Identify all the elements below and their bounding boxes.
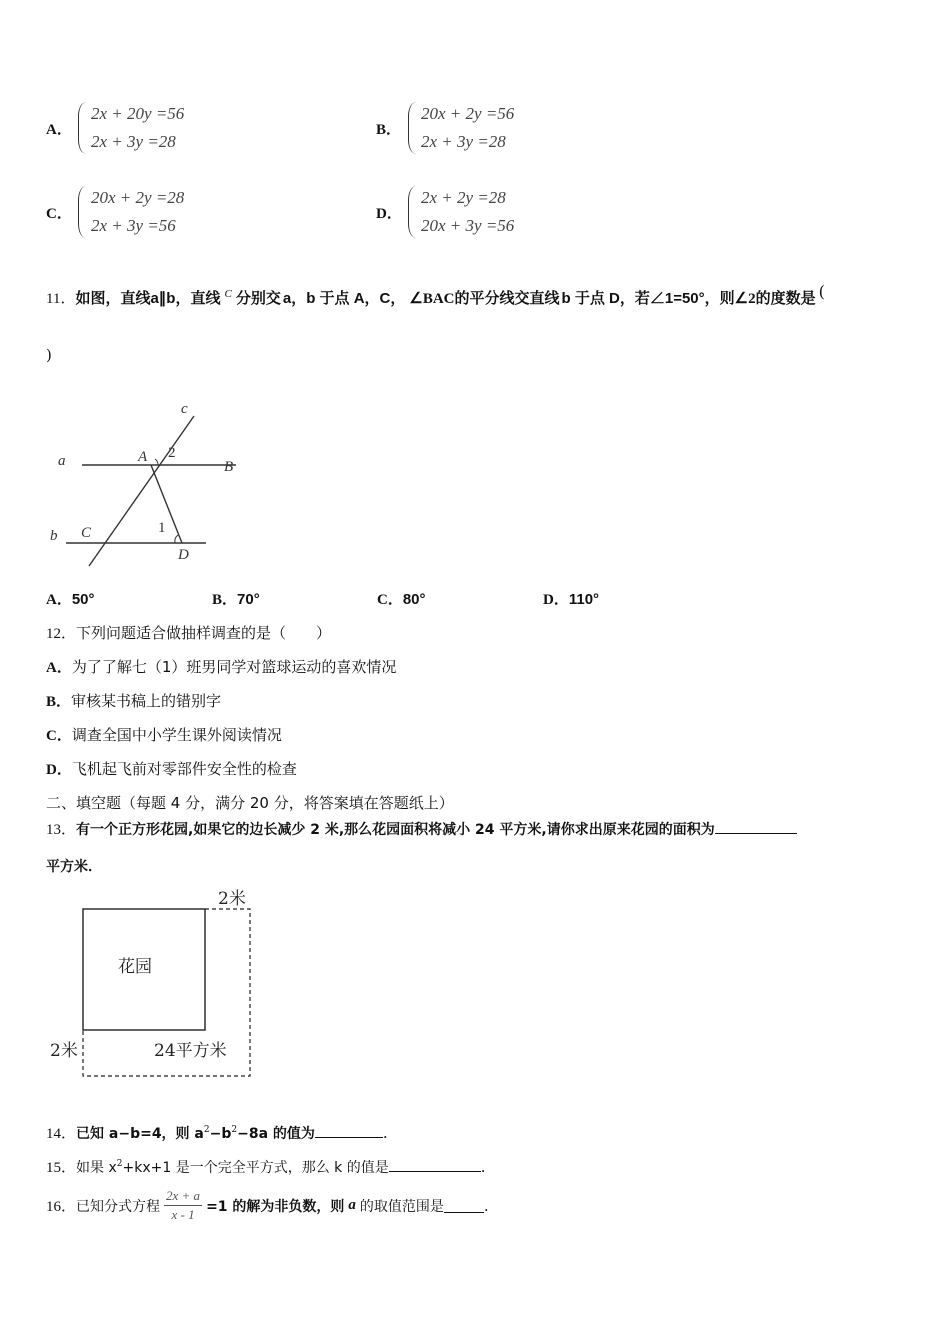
q12-option-c	[46, 724, 282, 745]
answer-blank[interactable]	[389, 1157, 481, 1172]
brace	[408, 186, 417, 238]
angle-2: ∠2	[734, 291, 756, 307]
q13-stem	[46, 818, 797, 839]
period: .	[483, 1196, 489, 1215]
label-B: B	[224, 459, 234, 475]
q12-stem	[46, 622, 331, 643]
question-number: 12．	[46, 626, 77, 642]
left-2m-label: 2米	[50, 1041, 78, 1061]
equation: 2x + 2y =28	[421, 188, 506, 207]
equation: 2x + 3y =28	[421, 132, 506, 151]
option-letter: B．	[376, 121, 402, 138]
q13-tail: 平方米．	[46, 859, 102, 875]
line-c-symbol: C	[224, 288, 232, 300]
question-number: 16．	[46, 1199, 77, 1215]
q12-option-b	[46, 690, 221, 711]
garden-label: 花园	[118, 957, 152, 977]
q15-text: +kx+1 是一个完全平方式，那么 k 的值是	[122, 1160, 389, 1176]
option-value: 70°	[237, 591, 260, 608]
q11-text-1: 如图，直线	[75, 290, 151, 307]
answer-blank[interactable]	[715, 819, 797, 834]
q12-option-a	[46, 656, 396, 677]
answer-blank[interactable]	[315, 1123, 383, 1138]
option-letter: D．	[46, 762, 72, 778]
equation: 2x + 20y =56	[91, 104, 185, 123]
q11-text-2: a∥b	[150, 290, 176, 307]
option-letter: C．	[46, 205, 72, 222]
top-2m-label: 2米	[218, 889, 246, 909]
equation: 20x + 2y =56	[421, 104, 515, 123]
q16-text: =1 的解为非负数，则	[206, 1198, 345, 1215]
option-letter: A．	[46, 121, 72, 138]
label-a: a	[58, 453, 66, 469]
q12-option-d	[46, 758, 297, 779]
q11-text-3: ，直线	[175, 290, 221, 307]
option-letter: A．	[46, 660, 72, 676]
q10-option-b	[376, 100, 514, 156]
label-c: c	[181, 401, 188, 417]
question-number: 15．	[46, 1160, 77, 1176]
exponent: 2	[116, 1159, 123, 1169]
label-A: A	[138, 449, 148, 465]
q14-text: −8a 的值为	[237, 1126, 315, 1142]
q14-text: −b	[209, 1126, 232, 1142]
q13-figure	[46, 884, 266, 1084]
label-1: 1	[158, 520, 166, 536]
numerator: 2x + a	[164, 1188, 202, 1206]
open-paren: (	[818, 282, 825, 301]
option-value: 80°	[402, 591, 426, 608]
option-letter: A．	[46, 592, 72, 608]
q15	[46, 1156, 486, 1177]
denominator: x - 1	[171, 1207, 195, 1222]
label-C: C	[81, 525, 92, 541]
option-letter: D．	[543, 592, 569, 608]
period: .	[480, 1158, 486, 1176]
q10-option-c	[46, 184, 184, 240]
exponent: 2	[203, 1125, 210, 1135]
option-text: 飞机起飞前对零部件安全性的检查	[71, 760, 297, 778]
q11-close-paren: )	[46, 346, 52, 364]
q11-option-b	[212, 588, 260, 609]
q16-text: 的取值范围是	[359, 1198, 444, 1215]
fraction	[164, 1188, 202, 1223]
label-D: D	[178, 547, 189, 563]
angle-1-arc	[175, 535, 178, 543]
bisector-ad	[151, 465, 182, 543]
angle-2-arc	[155, 459, 158, 465]
option-text: 审核某书稿上的错别字	[71, 692, 222, 710]
option-letter: B．	[212, 592, 238, 608]
q11-text-5: a，b 于点 A，C，	[282, 290, 406, 307]
question-text: 有一个正方形花园,如果它的边长减少 2 米,那么花园面积将减小 24 平方米,请你求出原来花园的面积为	[76, 822, 715, 838]
question-number: 11．	[46, 291, 76, 307]
q16	[46, 1188, 489, 1223]
option-value: 50°	[71, 591, 95, 608]
label-b: b	[50, 528, 58, 544]
angle-bac: ∠BAC	[409, 291, 455, 307]
option-letter: C．	[46, 728, 72, 744]
q10-option-d	[376, 184, 514, 240]
question-number: 13．	[46, 822, 77, 838]
q11-text-8: 的度数是	[755, 290, 816, 307]
equation: 20x + 2y =28	[91, 188, 185, 207]
question-number: 14．	[46, 1126, 77, 1142]
q11-option-d	[543, 588, 599, 609]
option-text: 为了了解七（1）班男同学对篮球运动的喜欢情况	[71, 658, 397, 676]
option-letter: B．	[46, 694, 72, 710]
q11-figure	[44, 398, 244, 568]
brace	[78, 102, 87, 154]
q11-text-6: 的平分线交直线	[454, 290, 560, 307]
brace	[408, 102, 417, 154]
option-text: 调查全国中小学生课外阅读情况	[71, 726, 282, 744]
q11-option-c	[377, 588, 426, 609]
q11-stem	[46, 282, 825, 308]
q10-option-a	[46, 100, 184, 156]
equation: 20x + 3y =56	[421, 216, 515, 235]
q16-text: 已知分式方程	[76, 1198, 161, 1215]
period: .	[382, 1124, 388, 1142]
option-value: 110°	[568, 591, 600, 608]
q11-option-a	[46, 588, 95, 609]
q11-text-4: 分别交	[235, 290, 281, 307]
q15-text: 如果 x	[76, 1160, 117, 1176]
label-2: 2	[168, 445, 176, 461]
area-label: 24平方米	[154, 1041, 227, 1061]
q14	[46, 1122, 388, 1143]
q11-text-7: b 于点 D，若∠1=50°，则	[561, 290, 735, 307]
question-text: 下列问题适合做抽样调查的是（ ）	[76, 624, 332, 642]
option-letter: C．	[377, 592, 403, 608]
answer-blank[interactable]	[444, 1200, 484, 1213]
q14-text: 已知 a−b=4，则 a	[76, 1126, 204, 1142]
exponent: 2	[231, 1125, 238, 1135]
section-heading: 二、填空题（每题 4 分，满分 20 分，将答案填在答题纸上）	[46, 794, 454, 812]
variable-a: a	[348, 1197, 356, 1213]
equation: 2x + 3y =28	[91, 132, 176, 151]
equation: 2x + 3y =56	[91, 216, 176, 235]
brace	[78, 186, 87, 238]
option-letter: D．	[376, 205, 402, 222]
